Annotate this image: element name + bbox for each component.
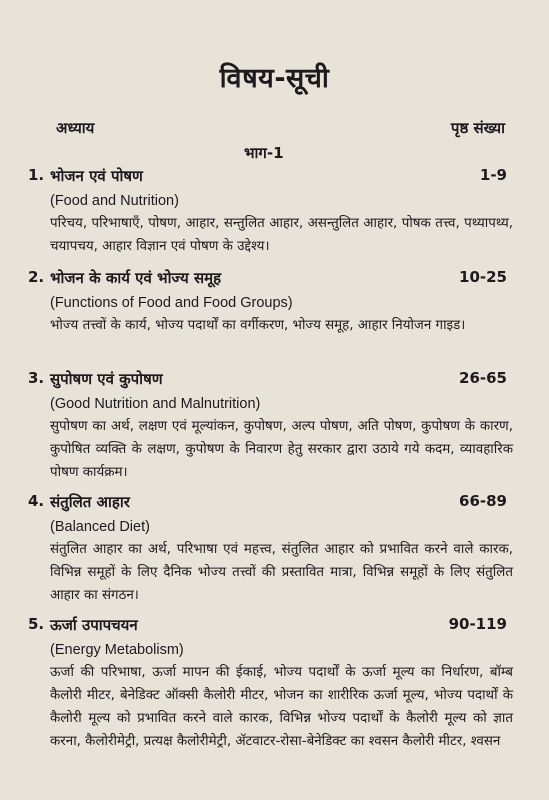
entry-pages: 10-25 [459, 268, 507, 286]
entry-description: संतुलित आहार का अर्थ, परिभाषा एवं महत्त्व, संतुलित आहार को प्रभावित करने वाले कारक, विभिन्न समूहों के लिए दैनिक भोज्य तत्त्वों की प्रस्तावित मात्रा, विभिन्न समूहों के लिए संतुलित आहार का संगठन। [50, 542, 513, 603]
chapter-column-header: अध्याय [56, 119, 95, 137]
entry-pages: 26-65 [459, 369, 507, 387]
entry-number: 1. [28, 166, 45, 184]
page-title: विषय-सूची [219, 63, 330, 94]
entry-title: ऊर्जा उपापचयन [50, 616, 138, 634]
toc-entry-4[interactable] [28, 492, 527, 607]
entry-title: संतुलित आहार [50, 493, 130, 511]
part-heading: भाग-1 [244, 144, 284, 162]
entry-description: ऊर्जा की परिभाषा, ऊर्जा मापन की ईकाई, भोज्य पदार्थों के ऊर्जा मूल्य का निर्धारण, बॉम्ब कैलोरी मीटर, बेनेडिक्ट ऑक्सी कैलोरी मीटर, भोजन का शारीरिक ऊर्जा मूल्य, भोज्य पदार्थों के कैलोरी मूल्य को प्रभावित करने वाले कारक, विभिन्न भोज्य पदार्थों के कैलोरी मूल्य को ज्ञात करना, कैलोरीमेट्री, प्रत्यक्ष कैलोरीमेट्री, ॲटवाटर-रोसा-बेनेडिक्ट का श्वसन कैलोरी मीटर, श्वसन [50, 665, 513, 749]
entry-pages: 66-89 [459, 492, 507, 510]
entry-english-title: (Food and Nutrition) [50, 193, 179, 209]
entry-english-title: (Functions of Food and Food Groups) [50, 295, 293, 311]
entry-number: 4. [28, 492, 45, 510]
entry-number: 5. [28, 615, 45, 633]
entry-english-title: (Good Nutrition and Malnutrition) [50, 396, 261, 412]
entry-number: 3. [28, 369, 45, 387]
entry-english-title: (Energy Metabolism) [50, 642, 184, 658]
entry-english-title: (Balanced Diet) [50, 519, 150, 535]
toc-entry-1[interactable] [28, 166, 527, 258]
entry-description: परिचय, परिभाषाएँ, पोषण, आहार, सन्तुलित आहार, असन्तुलित आहार, पोषक तत्त्व, पथ्यापथ्य, चयापचय, आहार विज्ञान एवं पोषण के उद्देश्य। [50, 216, 513, 254]
toc-entry-5[interactable] [28, 615, 527, 753]
entry-title: भोजन के कार्य एवं भोज्य समूह [50, 269, 222, 287]
entry-description: भोज्य तत्त्वों के कार्य, भोज्य पदार्थों का वर्गीकरण, भोज्य समूह, आहार नियोजन गाइड। [50, 318, 466, 333]
entry-description: सुपोषण का अर्थ, लक्षण एवं मूल्यांकन, कुपोषण, अल्प पोषण, अति पोषण, कुपोषण के कारण, कुपोषित व्यक्ति के लक्षण, कुपोषण के निवारण हेतु सरकार द्वारा उठाये गये कदम, व्यावहारिक पोषण कार्यक्रम। [50, 419, 513, 480]
entry-title: सुपोषण एवं कुपोषण [50, 370, 163, 388]
page-number-column-header: पृष्ठ संख्या [450, 119, 505, 137]
entry-pages: 90-119 [448, 615, 507, 633]
toc-entry-2[interactable] [28, 268, 527, 337]
entry-number: 2. [28, 268, 45, 286]
entry-title: भोजन एवं पोषण [50, 167, 143, 185]
toc-entry-3[interactable] [28, 369, 527, 484]
entry-pages: 1-9 [479, 166, 507, 184]
